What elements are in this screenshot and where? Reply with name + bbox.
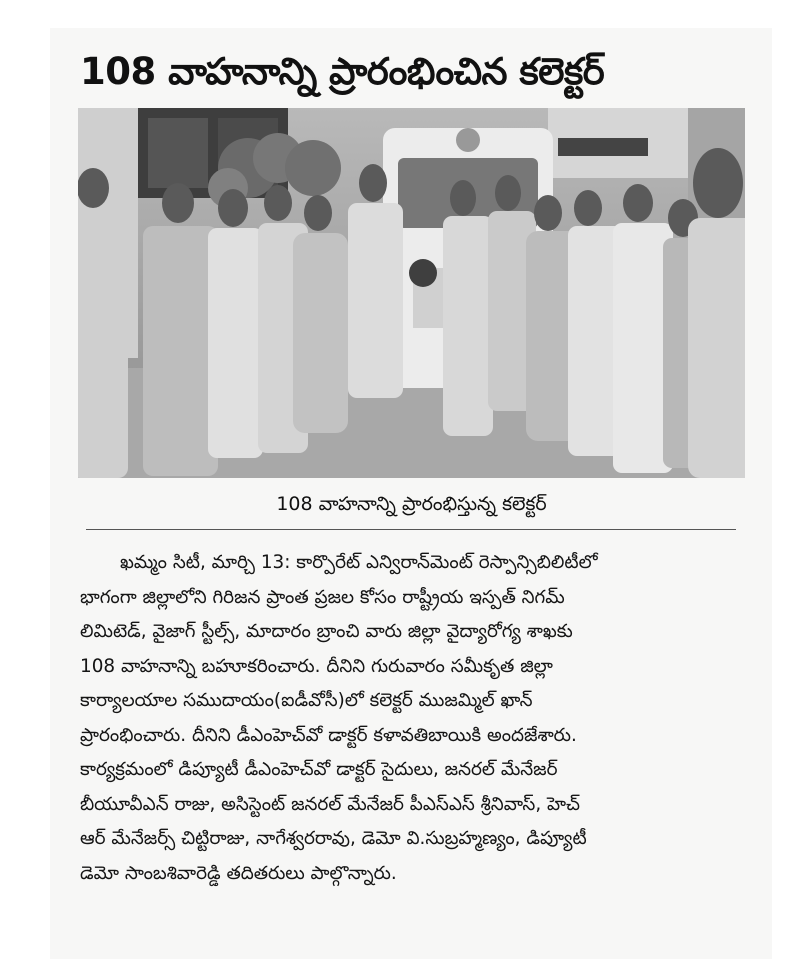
body-line: భాగంగా జిల్లాలోని గిరిజన ప్రాంత ప్రజల కోసం రాష్ట్రీయ ఇస్పత్ నిగమ్ [80,586,565,608]
body-line: ఖమ్మం సిటీ, మార్చి 13: కార్పొరేట్ ఎన్విరాన్‌మెంట్ రెస్పాన్సిబిలిటీలో [120,552,598,573]
body-line: కార్యక్రమంలో డిప్యూటీ డీఎంహెచ్‌వో డాక్టర్ సైదులు, జనరల్ మేనేజర్ [80,759,558,780]
body-line: 108 వాహనాన్ని బహూకరించారు. దీనిని గురువారం సమీకృత జిల్లా [80,655,553,677]
article-body [80,546,744,891]
photo-caption: 108 వాహనాన్ని ప్రారంభిస్తున్న కలెక్టర్ [276,493,547,515]
body-line: కార్యాలయాల సముదాయం(ఐడీవోసీ)లో కలెక్టర్ ముజమ్మిల్ ఖాన్ [80,690,533,711]
body-line: డెమో సాంబశివారెడ్డి తదితరులు పాల్గొన్నారు. [80,862,397,884]
group-photo-illustration [78,108,745,478]
headline: 108 వాహనాన్ని ప్రారంభించిన కలెక్టర్ [80,50,605,93]
body-line: లిమిటెడ్, వైజాగ్ స్టీల్స్, మాదారం బ్రాంచి వారు జిల్లా వైద్యారోగ్య శాఖకు [80,621,573,642]
news-clipping [50,28,772,959]
body-line: ఆర్ మేనేజర్స్ చిట్టిరాజు, నాగేశ్వరరావు, డెమో వి.సుబ్రహ్మణ్యం, డిప్యూటీ [80,828,587,849]
caption-divider [86,529,736,530]
body-line: బీయూవీఎన్ రాజు, అసిస్టెంట్ జనరల్ మేనేజర్ పీఎస్ఎస్ శ్రీనివాస్, హెచ్ [80,793,580,815]
body-line: ప్రారంభించారు. దీనిని డీఎంహెచ్‌వో డాక్టర్ కళావతిబాయికి అందజేశారు. [80,724,577,746]
news-photo [78,108,745,478]
